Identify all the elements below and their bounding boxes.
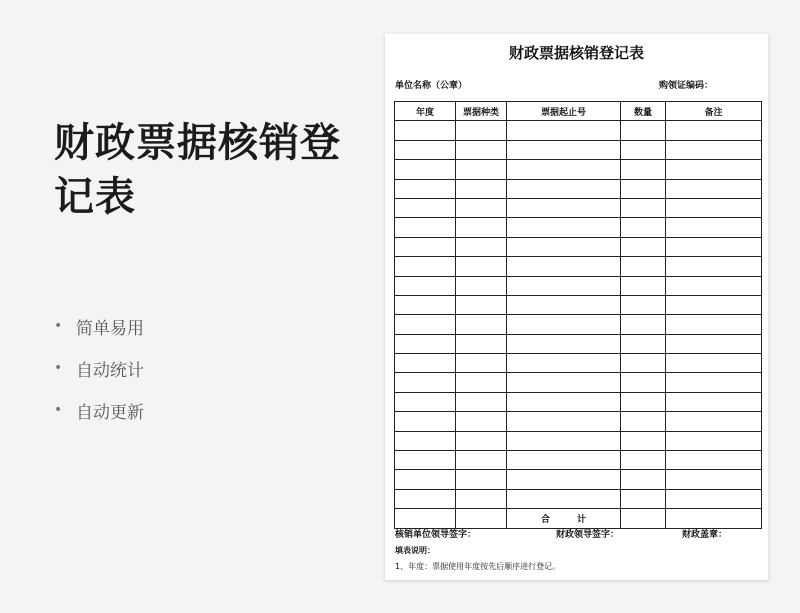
feature-label: 自动统计 xyxy=(76,360,144,381)
table-cell[interactable] xyxy=(507,489,621,508)
table-cell[interactable] xyxy=(456,218,507,237)
table-cell[interactable] xyxy=(666,412,762,431)
table-cell[interactable] xyxy=(621,257,666,276)
table-cell[interactable] xyxy=(666,121,762,140)
table-cell[interactable] xyxy=(621,334,666,353)
table-row xyxy=(395,334,762,353)
table-cell[interactable] xyxy=(621,489,666,508)
table-cell[interactable] xyxy=(395,412,456,431)
table-row xyxy=(395,140,762,159)
bullet-icon: • xyxy=(54,360,63,376)
table-cell[interactable] xyxy=(507,237,621,256)
total-row xyxy=(395,509,762,528)
document-title: 财政票据核销登记表 xyxy=(508,44,644,62)
column-header-remarks: 备注 xyxy=(666,102,762,121)
table-cell[interactable] xyxy=(456,257,507,276)
table-cell[interactable] xyxy=(395,431,456,450)
table-cell[interactable] xyxy=(395,392,456,411)
table-cell[interactable] xyxy=(395,140,456,159)
table-cell[interactable] xyxy=(456,121,507,140)
table-cell[interactable] xyxy=(456,334,507,353)
table-cell[interactable] xyxy=(395,237,456,256)
table-cell[interactable] xyxy=(666,160,762,179)
table-cell[interactable] xyxy=(456,431,507,450)
table-cell[interactable] xyxy=(666,237,762,256)
table-cell[interactable] xyxy=(507,218,621,237)
finance-seal-label: 财政盖章： xyxy=(682,530,728,540)
table-cell[interactable] xyxy=(507,354,621,373)
unit-name-label: 单位名称（公章） xyxy=(395,81,468,91)
table-cell[interactable] xyxy=(621,295,666,314)
table-cell[interactable] xyxy=(456,315,507,334)
bullet-icon: • xyxy=(54,318,63,334)
table-cell[interactable] xyxy=(507,392,621,411)
table-cell[interactable] xyxy=(395,334,456,353)
table-cell[interactable] xyxy=(456,140,507,159)
table-cell[interactable] xyxy=(507,470,621,489)
cert-code-label: 购领证编码： xyxy=(659,81,714,91)
feature-item xyxy=(54,312,144,340)
bullet-icon: • xyxy=(54,402,63,418)
table-cell[interactable] xyxy=(456,179,507,198)
table-cell[interactable] xyxy=(666,373,762,392)
table-cell[interactable] xyxy=(621,354,666,373)
table-cell[interactable] xyxy=(456,160,507,179)
table-cell[interactable] xyxy=(507,198,621,217)
table-cell[interactable] xyxy=(395,451,456,470)
table-row xyxy=(395,373,762,392)
table-cell[interactable] xyxy=(666,276,762,295)
table-cell[interactable] xyxy=(507,412,621,431)
table-cell[interactable] xyxy=(621,373,666,392)
document-preview[interactable] xyxy=(385,34,768,580)
table-cell[interactable] xyxy=(621,392,666,411)
table-cell[interactable] xyxy=(395,257,456,276)
total-label: 合 计 xyxy=(507,509,621,528)
table-cell[interactable] xyxy=(666,218,762,237)
table-cell[interactable] xyxy=(507,121,621,140)
table-cell[interactable] xyxy=(395,470,456,489)
table-cell[interactable] xyxy=(666,392,762,411)
table-cell[interactable] xyxy=(507,451,621,470)
table-cell[interactable] xyxy=(666,140,762,159)
table-cell[interactable] xyxy=(621,412,666,431)
table-cell[interactable] xyxy=(621,237,666,256)
table-cell[interactable] xyxy=(507,315,621,334)
table-row xyxy=(395,392,762,411)
feature-list xyxy=(54,312,144,438)
table-cell[interactable] xyxy=(456,295,507,314)
table-cell[interactable] xyxy=(395,295,456,314)
table-cell[interactable] xyxy=(507,257,621,276)
table-cell[interactable] xyxy=(456,237,507,256)
table-cell[interactable] xyxy=(621,179,666,198)
table-cell[interactable] xyxy=(456,412,507,431)
finance-leader-signature-label: 财政领导签字： xyxy=(556,530,620,540)
table-cell[interactable] xyxy=(621,218,666,237)
table-cell[interactable] xyxy=(395,489,456,508)
feature-item xyxy=(54,396,144,424)
table-cell[interactable] xyxy=(395,276,456,295)
table-cell[interactable] xyxy=(507,431,621,450)
table-cell[interactable] xyxy=(507,179,621,198)
table-row xyxy=(395,489,762,508)
table-cell[interactable] xyxy=(507,140,621,159)
table-cell[interactable] xyxy=(456,198,507,217)
table-row xyxy=(395,198,762,217)
table-cell[interactable] xyxy=(621,470,666,489)
verify-unit-signature-label: 核销单位领导签字： xyxy=(395,530,477,540)
table-row xyxy=(395,295,762,314)
column-header-quantity: 数量 xyxy=(621,102,666,121)
table-row xyxy=(395,218,762,237)
table-cell[interactable] xyxy=(666,179,762,198)
table-cell[interactable] xyxy=(395,373,456,392)
column-header-type: 票据种类 xyxy=(456,102,507,121)
table-cell[interactable] xyxy=(621,198,666,217)
table-cell[interactable] xyxy=(395,121,456,140)
table-cell[interactable] xyxy=(666,257,762,276)
table-row xyxy=(395,160,762,179)
table-cell[interactable] xyxy=(666,354,762,373)
table-cell[interactable] xyxy=(666,431,762,450)
table-cell[interactable] xyxy=(456,470,507,489)
table-row xyxy=(395,470,762,489)
feature-label: 简单易用 xyxy=(76,318,144,339)
notes-title: 填表说明： xyxy=(395,546,435,555)
table-cell[interactable] xyxy=(621,451,666,470)
table-cell[interactable] xyxy=(666,509,762,528)
table-cell[interactable] xyxy=(621,160,666,179)
table-row xyxy=(395,276,762,295)
table-cell[interactable] xyxy=(456,276,507,295)
table-cell[interactable] xyxy=(395,354,456,373)
table-row xyxy=(395,257,762,276)
table-cell[interactable] xyxy=(507,373,621,392)
table-cell[interactable] xyxy=(507,334,621,353)
table-row xyxy=(395,179,762,198)
table-row xyxy=(395,237,762,256)
ledger-body xyxy=(395,121,762,528)
table-cell[interactable] xyxy=(666,470,762,489)
table-row xyxy=(395,315,762,334)
table-cell[interactable] xyxy=(456,354,507,373)
table-cell[interactable] xyxy=(621,431,666,450)
table-row xyxy=(395,451,762,470)
table-cell[interactable] xyxy=(666,198,762,217)
table-cell[interactable] xyxy=(621,509,666,528)
feature-label: 自动更新 xyxy=(76,402,144,423)
table-cell[interactable] xyxy=(456,451,507,470)
table-cell[interactable] xyxy=(456,509,507,528)
table-cell[interactable] xyxy=(395,315,456,334)
table-cell[interactable] xyxy=(395,179,456,198)
table-cell[interactable] xyxy=(621,121,666,140)
table-header-row xyxy=(395,102,762,121)
table-cell[interactable] xyxy=(507,295,621,314)
table-cell[interactable] xyxy=(666,315,762,334)
table-row xyxy=(395,431,762,450)
table-cell[interactable] xyxy=(666,295,762,314)
table-cell[interactable] xyxy=(621,315,666,334)
table-cell[interactable] xyxy=(666,334,762,353)
column-header-year: 年度 xyxy=(395,102,456,121)
table-row xyxy=(395,412,762,431)
table-cell[interactable] xyxy=(507,160,621,179)
table-cell[interactable] xyxy=(395,198,456,217)
table-cell[interactable] xyxy=(621,276,666,295)
table-cell[interactable] xyxy=(395,218,456,237)
page-title: 财政票据核销登记表 xyxy=(54,120,341,220)
table-cell[interactable] xyxy=(507,276,621,295)
table-cell[interactable] xyxy=(621,140,666,159)
table-row xyxy=(395,354,762,373)
table-row xyxy=(395,121,762,140)
table-cell[interactable] xyxy=(666,489,762,508)
table-cell[interactable] xyxy=(456,489,507,508)
ledger-table xyxy=(394,101,762,529)
table-cell[interactable] xyxy=(456,373,507,392)
table-cell[interactable] xyxy=(666,451,762,470)
table-cell[interactable] xyxy=(395,509,456,528)
note-line: 1、年度：票据使用年度按先后顺序进行登记。 xyxy=(395,562,561,571)
table-cell[interactable] xyxy=(456,392,507,411)
column-header-range: 票据起止号 xyxy=(507,102,621,121)
feature-item xyxy=(54,354,144,382)
table-cell[interactable] xyxy=(395,160,456,179)
